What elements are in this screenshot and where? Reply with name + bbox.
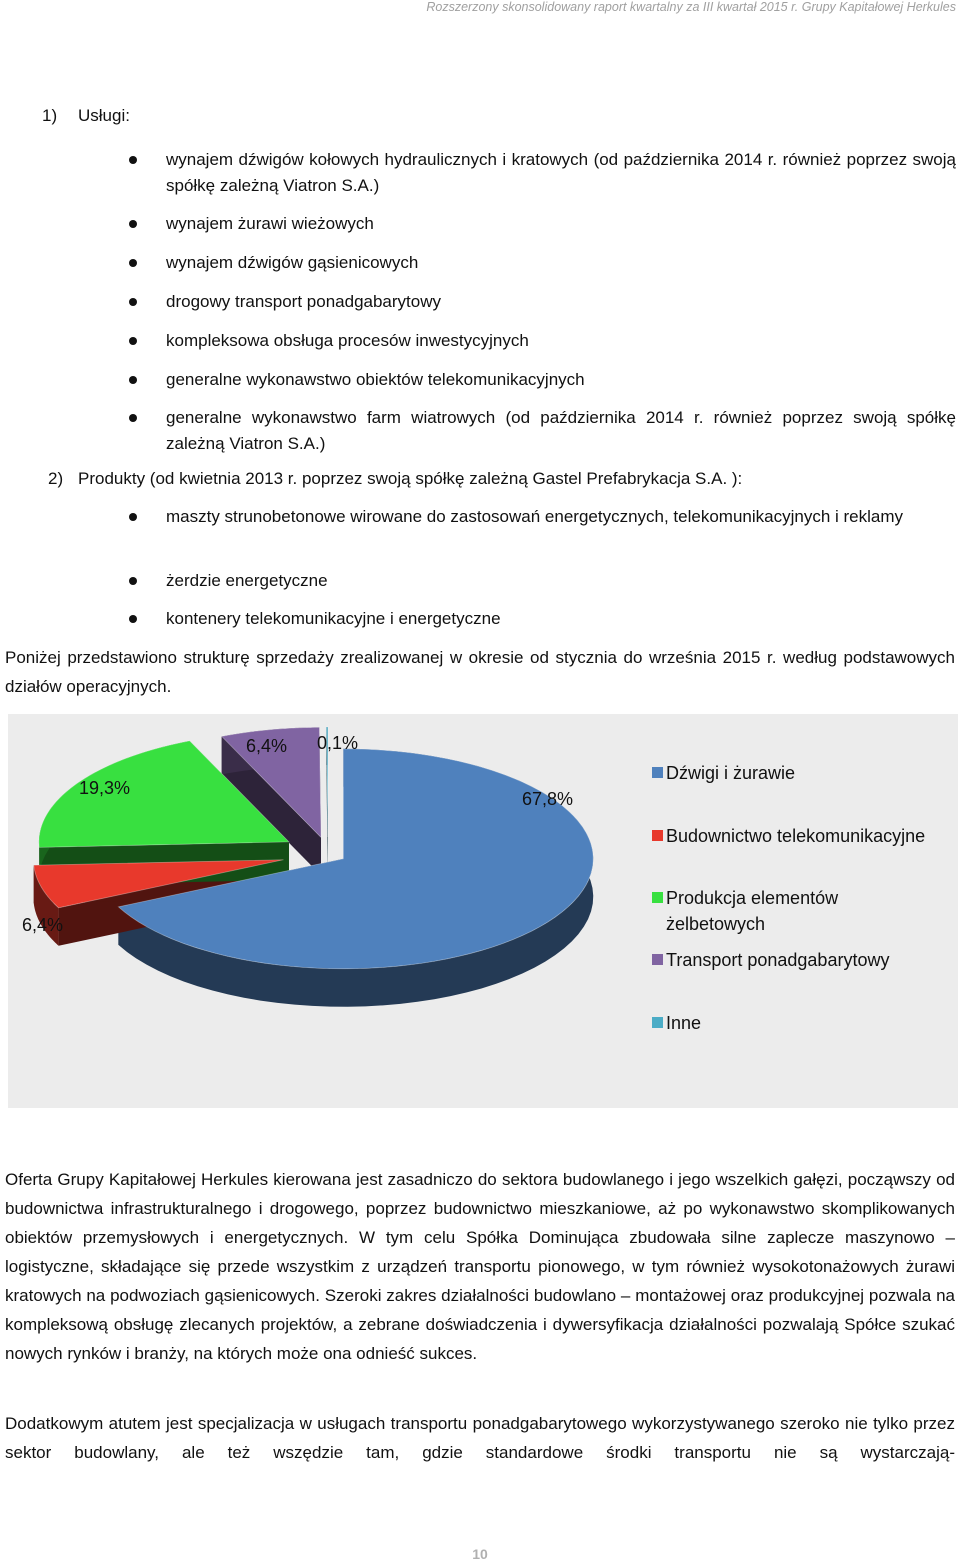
running-header: Rozszerzony skonsolidowany raport kwartalny za III kwartał 2015 r. Grupy Kapitałowej Herkules <box>426 0 956 14</box>
bullet-icon <box>129 414 137 422</box>
legend-label: Dźwigi i żurawie <box>666 763 796 783</box>
bullet-icon <box>129 615 137 623</box>
bullet-icon <box>129 337 137 345</box>
chart-intro-paragraph: Poniżej przedstawiono strukturę sprzedaży zrealizowanej w okresie od stycznia do września 2015 r. według podstawowych działów operacyjnych. <box>5 648 955 696</box>
list-item-text: kompleksowa obsługa procesów inwestycyjnych <box>166 331 529 350</box>
legend-swatch <box>652 954 663 965</box>
legend-swatch <box>652 830 663 841</box>
list-item-text: wynajem dźwigów kołowych hydraulicznych i kratowych (od października 2014 r. również poprzez swoją spółkę zależną Viatron S.A.) <box>166 150 956 195</box>
list-item-text: kontenery telekomunikacyjne i energetyczne <box>166 609 501 628</box>
data-label: 6,4% <box>22 915 64 935</box>
body-paragraph: Dodatkowym atutem jest specjalizacja w usługach transportu ponadgabarytowego wykorzystywanego szeroko nie tylko przez sektor budowlany, ale też wszędzie tam, gdzie standardowe środki transportu nie są wystarczają- <box>5 1414 955 1462</box>
section-title: Produkty (od kwietnia 2013 r. poprzez swoją spółkę zależną Gastel Prefabrykacja S.A. ): <box>78 469 743 488</box>
bullet-icon <box>129 298 137 306</box>
sales-structure-chart <box>8 714 958 1108</box>
legend-swatch <box>652 1017 663 1028</box>
section-number: 2) <box>48 469 64 488</box>
data-label: 19,3% <box>79 778 131 798</box>
bullet-icon <box>129 577 137 585</box>
data-label: 67,8% <box>522 789 574 809</box>
section-title: Usługi: <box>78 106 130 125</box>
list-item-text: generalne wykonawstwo obiektów telekomunikacyjnych <box>166 370 585 389</box>
legend-label: Inne <box>666 1013 702 1033</box>
legend-swatch <box>652 767 663 778</box>
list-item-text: drogowy transport ponadgabarytowy <box>166 292 441 311</box>
legend-label: Produkcja elementów żelbetowych <box>666 888 839 934</box>
data-label: 0,1% <box>317 733 359 753</box>
section-services-heading <box>42 106 130 126</box>
legend-label: Budownictwo telekomunikacyjne <box>666 826 926 846</box>
section-products-heading <box>42 469 742 489</box>
section-number: 1) <box>42 106 58 125</box>
page-number: 10 <box>472 1546 488 1562</box>
list-item-text: wynajem dźwigów gąsienicowych <box>166 253 419 272</box>
data-label: 6,4% <box>246 736 288 756</box>
bullet-icon <box>129 259 137 267</box>
list-item-text: generalne wykonawstwo farm wiatrowych (od października 2014 r. również poprzez swoją spółkę zależną Viatron S.A.) <box>166 408 956 453</box>
list-item-text: maszty strunobetonowe wirowane do zastosowań energetycznych, telekomunikacyjnych i reklamy <box>166 507 904 526</box>
list-item-text: wynajem żurawi wieżowych <box>166 214 374 233</box>
bullet-icon <box>129 376 137 384</box>
body-paragraph: Oferta Grupy Kapitałowej Herkules kierowana jest zasadniczo do sektora budowlanego i jego wszelkich gałęzi, począwszy od budownictwa infrastrukturalnego i drogowego, poprzez budownictwo mieszkaniowe, aż po wykonawstwo skomplikowanych obiektów przemysłowych i energetycznych. W tym celu Spółka Dominująca zbudowała silne zaplecze maszynowo – logistyczne, składające się przede wszystkim z urządzeń transportu pionowego, w tym również wysokotonażowych żurawi kratowych na podwoziach gąsienicowych. Szeroki zakres działalności budowlano – montażowej oraz produkcyjnej pozwala na kompleksową obsługę zlecanych projektów, a zebrane doświadczenia i dywersyfikacja działalności pozwalają Spółce szukać nowych rynków i branży, na których może ona odnieść sukces. <box>5 1170 955 1363</box>
list-item-text: żerdzie energetyczne <box>166 571 328 590</box>
legend-swatch <box>652 892 663 903</box>
bullet-icon <box>129 156 137 164</box>
bullet-icon <box>129 220 137 228</box>
legend-label: Transport ponadgabarytowy <box>666 950 890 970</box>
pie-chart <box>8 714 648 1108</box>
bullet-icon <box>129 513 137 521</box>
